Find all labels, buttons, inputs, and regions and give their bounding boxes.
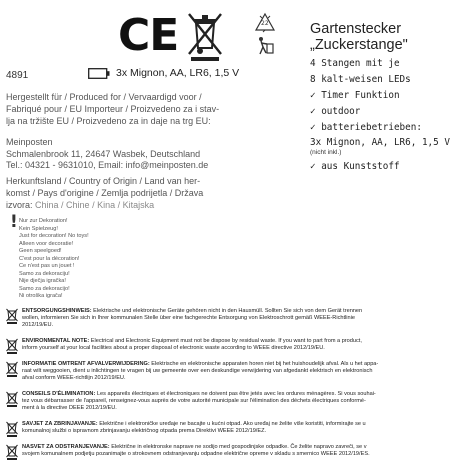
spec-line: ✓ batteriebetrieben:	[310, 122, 422, 133]
spec-line: 3x Mignon, AA, LR6, 1,5 V	[310, 137, 450, 148]
weee-bin-icon	[6, 338, 18, 354]
disposal-heading: SAVJET ZA ZBRINJAVANJE:	[22, 421, 98, 427]
disposal-text: wollen, informieren Sie sich in Ihrer kommunalen Stelle über eine fachgerechte Entsorgung von Elektroschrott gemäß WEEE-Richtlinie	[22, 314, 355, 321]
disposal-note-de	[6, 308, 454, 329]
disposal-note-hr	[6, 421, 454, 435]
warning-line: Samo za dekoracijo!	[19, 285, 70, 292]
origin-country: China / Chine / Kina / Kitajska	[35, 200, 155, 210]
spec-line: ✓ aus Kunststoff	[310, 161, 400, 172]
battery-icon	[88, 68, 110, 79]
disposal-text: svojem komunalnem podjetju pozanimajte o strokovnem odstranjevanju odpadne električne opreme v skladu s smernico WEEE 2012/19/ES.	[22, 450, 370, 457]
warning-line: Ce n'est pas un jouet !	[19, 263, 75, 269]
disposal-heading: INFORMATIE OMTRENT AFVALVERWIJDERING:	[22, 361, 150, 367]
recycling-code: 22	[261, 20, 269, 27]
warning-line: C'est pour la décoration!	[19, 255, 80, 262]
warning-line: Ni otroška igrača!	[19, 293, 63, 299]
weee-bin-icon	[6, 421, 18, 437]
origin-line: komst / Pays d'origine / Zemlja podrijetla / Država	[6, 188, 204, 198]
ce-mark: CE	[118, 10, 179, 61]
warning-icon: !	[10, 212, 18, 232]
product-specs	[310, 58, 450, 173]
not-included-note: (nicht inkl.)	[310, 149, 342, 156]
disposal-text: Les appareils électriques et électroniques ne doivent pas être jetés avec les ordures ménagères. Si vous souhai-	[95, 391, 376, 397]
warning-line: Alleen voor decoratie!	[19, 240, 74, 247]
warning-line: Kein Spielzeug!	[19, 225, 58, 232]
disposal-text: Electrical and Electronic Equipment must not be dispose by residual waste. If you want to part from a product,	[89, 338, 362, 344]
product-name: Gartenstecker	[310, 21, 402, 37]
decoration-warnings	[19, 218, 89, 301]
company-name: Meinposten	[6, 137, 53, 147]
manufacturer-line: Hergestellt für / Produced for / Vervaardigd voor /	[6, 92, 202, 102]
article-number: 4891	[6, 70, 29, 81]
disposal-text: raat wilt weggooien, dient u inlichtingen te vragen bij uw gemeente over een deskundige verwijdering van afgedankt elektrisch en elektronisch	[22, 367, 373, 374]
weee-bin-icon	[6, 444, 18, 460]
disposal-text: afval conform WEEE-richtlijn 2012/19/EU.	[22, 374, 126, 381]
warning-line: Geen speelgoed!	[19, 248, 62, 254]
disposal-text: 2012/19/EU.	[22, 321, 54, 328]
street-address: Schmalenbrook 11, 24647 Wasbek, Deutschland	[6, 148, 201, 159]
warning-line: Nur zur Dekoration!	[19, 218, 68, 224]
country-of-origin	[6, 175, 281, 211]
spec-line: ✓ outdoor	[310, 106, 361, 117]
disposal-heading: NASVET ZA ODSTRANJEVANJE:	[22, 444, 110, 450]
disposal-heading: CONSEILS D'ÉLIMINATION:	[22, 391, 96, 397]
disposal-note-en	[6, 338, 454, 352]
product-title	[310, 21, 408, 53]
manufacturer-address	[6, 137, 281, 172]
disposal-heading: ENVIRONMENTAL NOTE:	[22, 338, 90, 344]
manufacturer-line: lja na tržište EU / Proizvedeno za in daje na trg EU:	[6, 116, 211, 126]
disposal-text: Električne in elektronske naprave ne sodijo med gospodinjske odpadke. Če želite napravo zavreči, se v	[109, 444, 367, 450]
weee-bin-icon	[6, 308, 18, 324]
manufacturer-label	[6, 91, 276, 127]
disposal-text: inform yourself at your local facilities about a proper disposal of electronic waste according to WEEE directive 2012/19/EU.	[22, 344, 325, 351]
disposal-note-fr	[6, 391, 454, 412]
origin-prefix: izvora:	[6, 200, 33, 210]
weee-bin-icon	[6, 391, 18, 407]
weee-bin-icon	[6, 361, 18, 377]
disposal-heading: ENTSORGUNGSHINWEIS:	[22, 308, 92, 314]
spec-line: 4 Stangen mit je	[310, 58, 400, 69]
tidyman-icon	[256, 36, 274, 56]
battery-spec: 3x Mignon, AA, LR6, 1,5 V	[116, 67, 240, 79]
spec-line: 8 kalt-weisen LEDs	[310, 74, 411, 85]
weee-bin-icon	[185, 10, 225, 62]
product-subtitle: „Zuckerstange"	[310, 37, 408, 53]
disposal-text: Električne i elektroničke uređaje ne bacajte u kućni otpad. Ako uređaj ne želite više koristiti, informirajte se u	[97, 421, 366, 427]
warning-line: Nije dječja igračka!	[19, 278, 66, 284]
contact-info: Tel.: 04321 - 9631010, Email: info@meinposten.de	[6, 160, 209, 170]
warning-line: Just for decoration! No toys!	[19, 233, 89, 239]
disposal-note-sl	[6, 444, 454, 458]
manufacturer-line: Fabriqué pour / EU Importeur / Proizvedeno za i stav-	[6, 104, 220, 114]
disposal-text: Elektrische en elektronische apparaten horen niet bij het huishoudelijk afval. Als u het appa-	[149, 361, 379, 367]
disposal-text: tez vous débarrasser de l'appareil, renseignez-vous auprès de votre autorité municipale sur l'élimination des déchets électriques conformé-	[22, 397, 366, 404]
disposal-text: komunalnoj službi o ispravnom zbrinjavanju električnog otpada prema Direktivi WEEE 2012/19/EZ.	[22, 427, 267, 434]
spec-line: ✓ Timer Funktion	[310, 90, 400, 101]
origin-line: Herkunftsland / Country of Origin / Land van her-	[6, 176, 201, 186]
disposal-text: Elektrische und elektronische Geräte gehören nicht in den Hausmüll. Sollten Sie sich von dem Gerät trennen	[91, 308, 363, 314]
disposal-text: ment à la directive DEEE 2012/19/EU.	[22, 404, 117, 411]
disposal-note-nl	[6, 361, 454, 382]
warning-line: Samo za dekoraciju!	[19, 270, 70, 277]
